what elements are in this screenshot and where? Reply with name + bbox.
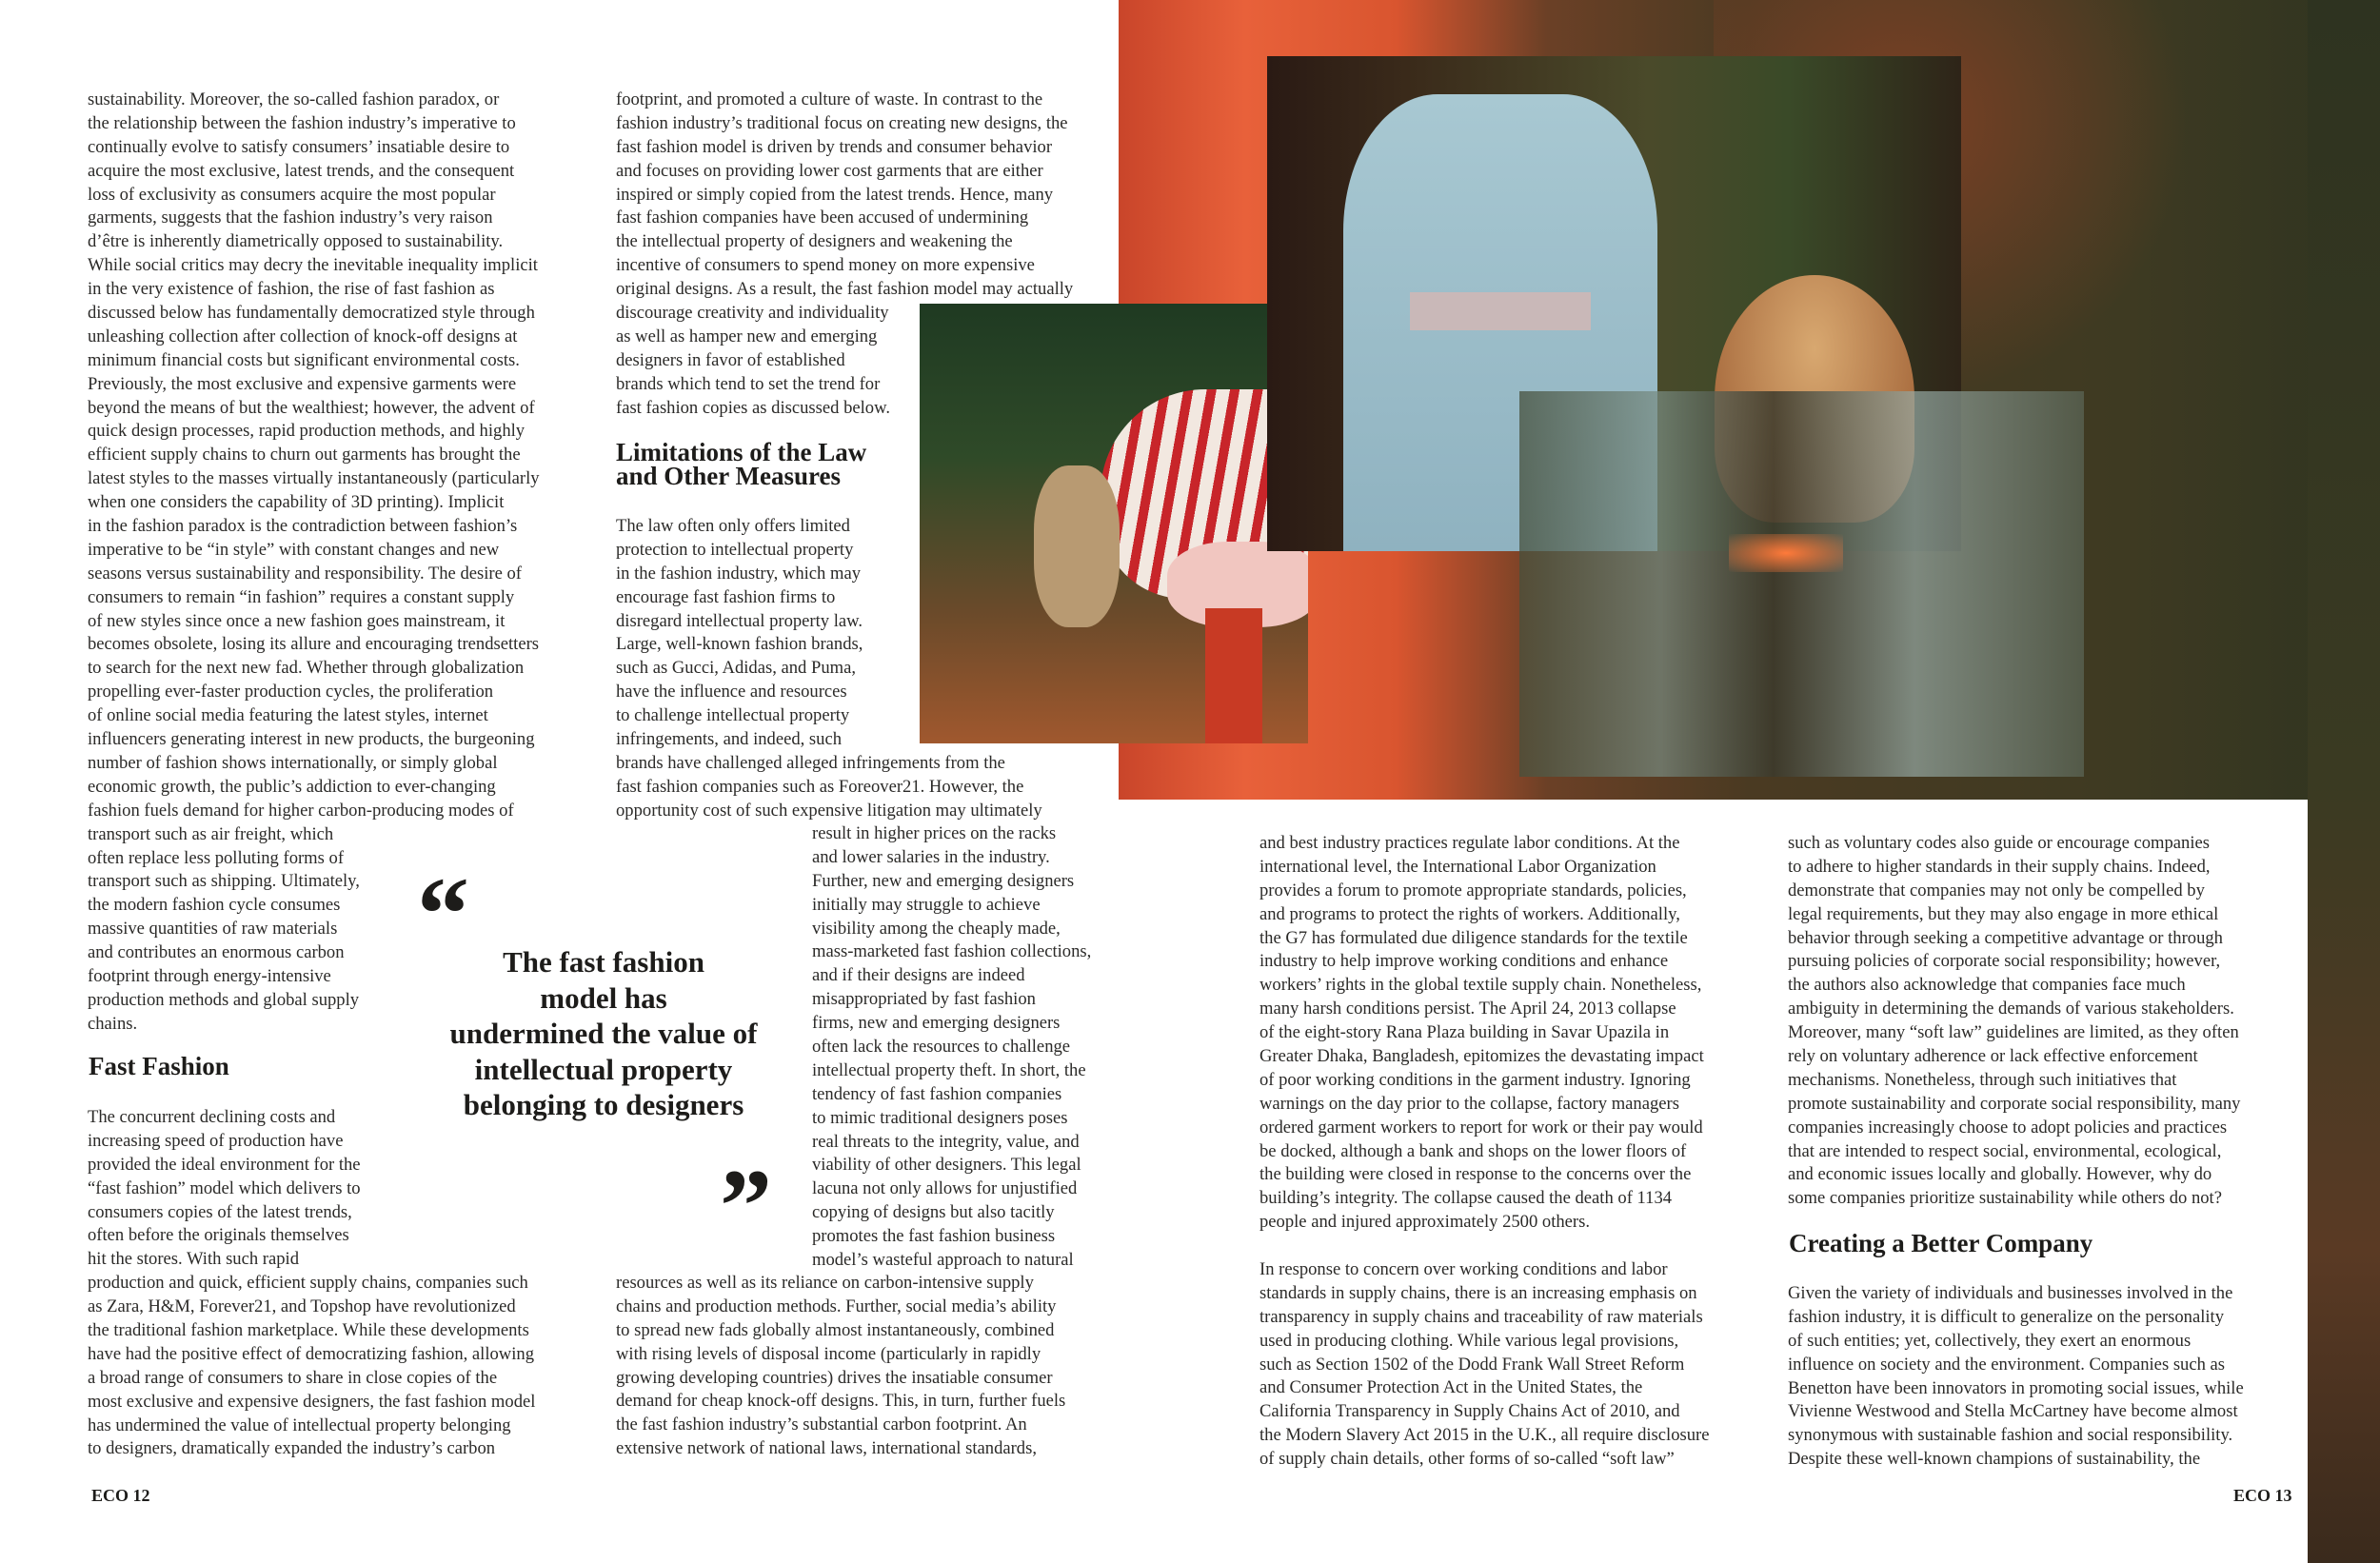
text-line: often lack the resources to challenge: [812, 1037, 1071, 1058]
text-line: to mimic traditional designers poses: [812, 1107, 1068, 1128]
text-line: influencers generating interest in new products, the burgeoning: [88, 729, 535, 750]
heading-limitations-line: and Other Measures: [616, 462, 841, 490]
text-line: have the influence and resources: [616, 682, 847, 702]
text-line: Benetton have been innovators in promoting social issues, while: [1788, 1377, 2244, 1398]
text-line: encourage fast fashion firms to: [616, 586, 836, 607]
text-line: industry to help improve working conditions and enhance: [1259, 951, 1669, 972]
text-line: minimum financial costs but significant environmental costs.: [88, 349, 520, 370]
text-line: when one considers the capability of 3D printing). Implicit: [88, 492, 505, 513]
text-line: many harsh conditions persist. The April 24, 2013 collapse: [1259, 999, 1676, 1019]
window-glow: [1729, 534, 1843, 572]
text-line: the Modern Slavery Act 2015 in the U.K., all require disclosure: [1259, 1425, 1710, 1446]
text-line: pursuing policies of corporate social responsibility; however,: [1788, 951, 2221, 972]
text-line: fast fashion companies such as Foreover21. However, the: [616, 776, 1024, 797]
text-line: acquire the most exclusive, latest trends, and the consequent: [88, 160, 515, 181]
col1-intro-text: [88, 89, 540, 1037]
text-line: lacuna not only allows for unjustified: [812, 1178, 1078, 1199]
text-line: propelling ever-faster production cycles, the proliferation: [88, 682, 494, 702]
text-line: number of fashion shows internationally, or simply global: [88, 752, 498, 773]
text-line: fast fashion companies have been accused of undermining: [616, 208, 1029, 228]
pull-quote: [394, 944, 813, 1123]
text-line: chains.: [88, 1013, 138, 1034]
text-line: production methods and global supply: [88, 989, 360, 1010]
text-line: workers’ rights in the global textile supply chain. Nonetheless,: [1259, 975, 1702, 996]
col1-fast-fashion-text: [88, 1106, 535, 1461]
text-line: of supply chain details, other forms of so-called “soft law”: [1259, 1449, 1675, 1470]
text-line: mechanisms. Nonetheless, through such initiatives that: [1788, 1069, 2177, 1090]
text-line: The law often only offers limited: [616, 516, 850, 536]
text-line: of poor working conditions in the garment industry. Ignoring: [1259, 1069, 1691, 1090]
text-line: initially may struggle to achieve: [812, 894, 1041, 915]
text-line: fashion industry, it is difficult to generalize on the personality: [1788, 1306, 2225, 1327]
text-line: Further, new and emerging designers: [812, 870, 1075, 891]
heading-fast-fashion: Fast Fashion: [89, 1052, 229, 1080]
col4-bottom-text: [1788, 1282, 2244, 1472]
text-line: discussed below has fundamentally democratized style through: [88, 303, 535, 324]
text-line: ordered garment workers to report for work or their pay would: [1259, 1117, 1703, 1138]
text-line: a broad range of consumers to share in close copies of the: [88, 1367, 498, 1388]
text-line: latest styles to the masses virtually instantaneously (particularly: [88, 468, 540, 489]
text-line: sustainability. Moreover, the so-called fashion paradox, or: [88, 89, 500, 109]
text-line: Vivienne Westwood and Stella McCartney have become almost: [1788, 1401, 2238, 1422]
text-line: the fast fashion industry’s substantial carbon footprint. An: [616, 1415, 1027, 1435]
text-line: mass-marketed fast fashion collections,: [812, 941, 1092, 962]
col2-indented-text: [812, 822, 1091, 1273]
text-line: the traditional fashion marketplace. While these developments: [88, 1320, 529, 1341]
col4-top-text: [1788, 832, 2240, 1211]
text-line: increasing speed of production have: [88, 1130, 344, 1151]
text-line: loss of exclusivity as consumers acquire the most popular: [88, 184, 496, 205]
text-line: often before the originals themselves: [88, 1225, 349, 1246]
text-line: building’s integrity. The collapse caused the death of 1134: [1259, 1188, 1673, 1209]
text-line: of new styles since once a new fashion goes mainstream, it: [88, 610, 506, 631]
text-line: infringements, and indeed, such: [616, 729, 843, 750]
text-line: promote sustainability and corporate social responsibility, many: [1788, 1093, 2241, 1114]
text-line: visibility among the cheaply made,: [812, 918, 1061, 939]
collage-right-strip: [2308, 0, 2380, 1563]
text-line: influence on society and the environment. Companies such as: [1788, 1354, 2226, 1375]
text-line: production and quick, efficient supply chains, companies such: [88, 1273, 528, 1294]
text-line: efficient supply chains to churn out garments has brought the: [88, 445, 521, 465]
text-line: quick design processes, rapid production methods, and highly: [88, 421, 526, 442]
text-line: firms, new and emerging designers: [812, 1013, 1061, 1034]
text-line: to adhere to higher standards in their supply chains. Indeed,: [1788, 856, 2211, 877]
text-line: real threats to the integrity, value, and: [812, 1131, 1080, 1152]
text-line: fashion fuels demand for higher carbon-producing modes of: [88, 800, 514, 821]
text-line: While social critics may decry the inevitable inequality implicit: [88, 255, 538, 276]
text-line: provided the ideal environment for the: [88, 1154, 361, 1175]
text-line: transport such as air freight, which: [88, 823, 334, 844]
pull-quote-line: belonging to designers: [463, 1088, 744, 1121]
dress-belt: [1410, 292, 1591, 330]
text-line: transparency in supply chains and traceability of raw materials: [1259, 1306, 1703, 1327]
text-line: some companies prioritize sustainability while others do not?: [1788, 1188, 2222, 1209]
text-line: resources as well as its reliance on carbon-intensive supply: [616, 1273, 1034, 1293]
text-line: legal requirements, but they may also engage in more ethical: [1788, 903, 2219, 924]
text-line: fast fashion copies as discussed below.: [616, 397, 890, 418]
text-line: people and injured approximately 2500 others.: [1259, 1212, 1590, 1233]
text-line: such as Gucci, Adidas, and Puma,: [616, 658, 857, 679]
text-line: inspired or simply copied from the latest trends. Hence, many: [616, 184, 1054, 205]
text-line: garments, suggests that the fashion industry’s very raison: [88, 208, 493, 228]
text-line: “fast fashion” model which delivers to: [88, 1177, 361, 1198]
text-line: tendency of fast fashion companies: [812, 1083, 1062, 1104]
text-line: and Consumer Protection Act in the United States, the: [1259, 1377, 1643, 1398]
text-line: unleashing collection after collection of knock-off designs at: [88, 326, 518, 346]
text-line: as well as hamper new and emerging: [616, 326, 878, 346]
text-line: consumers to remain “in fashion” requires a constant supply: [88, 586, 515, 607]
text-line: misappropriated by fast fashion: [812, 989, 1036, 1010]
text-line: and if their designs are indeed: [812, 965, 1025, 986]
text-line: the building were closed in response to the concerns over the: [1259, 1164, 1692, 1185]
text-line: Given the variety of individuals and businesses involved in the: [1788, 1283, 2233, 1303]
folio-left: ECO 12: [91, 1486, 150, 1505]
pull-quote-line: The fast fashion: [503, 945, 704, 979]
pull-quote-line: undermined the value of: [449, 1017, 758, 1050]
text-line: rely on voluntary adherence or lack effective enforcement: [1788, 1046, 2198, 1067]
text-line: that are intended to respect social, environmental, ecological,: [1788, 1140, 2222, 1161]
text-line: companies increasingly choose to adopt policies and practices: [1788, 1117, 2228, 1138]
text-line: result in higher prices on the racks: [812, 823, 1057, 843]
text-line: and lower salaries in the industry.: [812, 846, 1050, 867]
text-line: massive quantities of raw materials: [88, 919, 338, 940]
text-line: brands which tend to set the trend for: [616, 373, 881, 394]
text-line: behavior through seeking a competitive advantage or through: [1788, 927, 2223, 948]
text-line: opportunity cost of such expensive litigation may ultimately: [616, 800, 1042, 821]
text-line: designers in favor of established: [616, 349, 845, 370]
text-line: viability of other designers. This legal: [812, 1155, 1081, 1176]
text-line: standards in supply chains, there is an increasing emphasis on: [1259, 1282, 1697, 1303]
text-line: such as voluntary codes also guide or encourage companies: [1788, 833, 2211, 853]
text-line: in the very existence of fashion, the rise of fast fashion as: [88, 279, 495, 300]
text-line: Large, well-known fashion brands,: [616, 634, 863, 655]
text-line: protection to intellectual property: [616, 539, 854, 560]
text-line: most exclusive and expensive designers, the fast fashion model: [88, 1391, 536, 1412]
text-line: the G7 has formulated due diligence standards for the textile: [1259, 927, 1688, 948]
text-line: beyond the means of but the wealthiest; however, the advent of: [88, 397, 535, 418]
text-line: and contributes an enormous carbon: [88, 942, 345, 963]
text-line: imperative to be “in style” with constant changes and new: [88, 539, 500, 560]
open-quote-mark: “: [417, 856, 469, 972]
text-line: model’s wasteful approach to natural: [812, 1250, 1074, 1271]
text-line: of the eight-story Rana Plaza building in Savar Upazila in: [1259, 1022, 1670, 1043]
text-line: fast fashion model is driven by trends and consumer behavior: [616, 136, 1053, 157]
text-line: provides a forum to promote appropriate standards, policies,: [1259, 880, 1687, 900]
text-line: In response to concern over working conditions and labor: [1259, 1259, 1668, 1279]
folio-right: ECO 13: [2233, 1486, 2292, 1505]
text-line: have had the positive effect of democratizing fashion, allowing: [88, 1343, 534, 1364]
text-line: in the fashion paradox is the contradiction between fashion’s: [88, 516, 518, 537]
col2-limitations-text: [616, 515, 1042, 823]
text-line: continually evolve to satisfy consumers’ insatiable desire to: [88, 136, 510, 157]
col3-top-text: [1259, 832, 1704, 1235]
text-line: Moreover, many “soft law” guidelines are limited, as they often: [1788, 1022, 2239, 1043]
photo-room-interior: [1519, 391, 2084, 777]
text-line: economic growth, the public’s addiction to ever-changing: [88, 776, 496, 797]
text-line: hit the stores. With such rapid: [88, 1249, 299, 1270]
pull-quote-line: model has: [540, 980, 667, 1015]
text-line: to spread new fads globally almost instantaneously, combined: [616, 1319, 1055, 1340]
text-line: and best industry practices regulate labor conditions. At the: [1259, 833, 1680, 853]
text-line: such as Section 1502 of the Dodd Frank Wall Street Reform: [1259, 1354, 1685, 1375]
col3-bottom-text: [1259, 1258, 1709, 1472]
text-line: synonymous with sustainable fashion and social responsibility.: [1788, 1425, 2233, 1446]
col2-top-text: [616, 89, 1073, 420]
text-line: international level, the International Labor Organization: [1259, 856, 1656, 877]
close-quote-mark: ”: [720, 1148, 772, 1264]
pull-quote-line: intellectual property: [474, 1052, 733, 1086]
text-line: of online social media featuring the latest styles, internet: [88, 705, 488, 726]
text-line: in the fashion industry, which may: [616, 563, 861, 584]
text-line: original designs. As a result, the fast fashion model may actually: [616, 279, 1074, 300]
text-line: consumers copies of the latest trends,: [88, 1201, 352, 1222]
text-line: disregard intellectual property law.: [616, 610, 863, 631]
text-line: Previously, the most exclusive and expensive garments were: [88, 373, 517, 394]
text-line: the authors also acknowledge that companies face much: [1788, 975, 2186, 996]
text-line: used in producing clothing. While various legal provisions,: [1259, 1330, 1679, 1351]
text-line: growing developing countries) drives the insatiable consumer: [616, 1367, 1053, 1388]
text-line: d’être is inherently diametrically opposed to sustainability.: [88, 231, 504, 252]
text-line: copying of designs but also tacitly: [812, 1202, 1055, 1223]
text-line: and economic issues locally and globally. However, why do: [1788, 1164, 2212, 1185]
heading-limitations: [616, 438, 867, 490]
legs-shape: [1205, 608, 1262, 743]
text-line: seasons versus sustainability and responsibility. The desire of: [88, 563, 522, 584]
text-line: discourage creativity and individuality: [616, 303, 889, 324]
text-line: becomes obsolete, losing its allure and encouraging trendsetters: [88, 634, 540, 655]
text-line: the intellectual property of designers and weakening the: [616, 231, 1013, 252]
text-line: incentive of consumers to spend money on more expensive: [616, 255, 1035, 276]
text-line: be docked, although a bank and shops on the lower floors of: [1259, 1140, 1687, 1161]
text-line: to search for the next new fad. Whether through globalization: [88, 658, 525, 679]
text-line: of such entities; yet, collectively, they exert an enormous: [1788, 1330, 2192, 1351]
text-line: the modern fashion cycle consumes: [88, 895, 341, 916]
text-line: California Transparency in Supply Chains Act of 2010, and: [1259, 1401, 1680, 1422]
text-line: as Zara, H&M, Forever21, and Topshop have revolutionized: [88, 1296, 516, 1317]
text-line: the relationship between the fashion industry’s imperative to: [88, 112, 516, 133]
text-line: chains and production methods. Further, social media’s ability: [616, 1296, 1057, 1316]
text-line: demand for cheap knock-off designs. This, in turn, further fuels: [616, 1391, 1066, 1412]
text-line: transport such as shipping. Ultimately,: [88, 871, 360, 892]
text-line: has undermined the value of intellectual property belonging: [88, 1415, 511, 1435]
text-line: warnings on the day prior to the collapse, factory managers: [1259, 1093, 1679, 1114]
heading-limitations-line: Limitations of the Law: [616, 438, 867, 466]
text-line: intellectual property theft. In short, the: [812, 1059, 1086, 1080]
text-line: and focuses on providing lower cost garments that are either: [616, 160, 1043, 181]
col2-bottom-text: [616, 1272, 1065, 1461]
text-line: ambiguity in determining the demands of various stakeholders.: [1788, 999, 2234, 1019]
text-line: to designers, dramatically expanded the industry’s carbon: [88, 1438, 496, 1459]
text-line: often replace less polluting forms of: [88, 847, 345, 868]
text-line: and programs to protect the rights of workers. Additionally,: [1259, 903, 1680, 924]
text-line: brands have challenged alleged infringements from the: [616, 752, 1005, 773]
text-line: to challenge intellectual property: [616, 705, 850, 726]
text-line: demonstrate that companies may not only be compelled by: [1788, 880, 2205, 900]
heading-creating-better-company: Creating a Better Company: [1789, 1229, 2093, 1257]
text-line: footprint, and promoted a culture of waste. In contrast to the: [616, 89, 1043, 109]
text-line: with rising levels of disposal income (particularly in rapidly: [616, 1343, 1041, 1364]
text-line: fashion industry’s traditional focus on creating new designs, the: [616, 112, 1068, 133]
text-line: Greater Dhaka, Bangladesh, epitomizes the devastating impact: [1259, 1046, 1704, 1067]
text-line: footprint through energy-intensive: [88, 965, 331, 986]
text-line: promotes the fast fashion business: [812, 1226, 1056, 1247]
text-line: extensive network of national laws, international standards,: [616, 1438, 1037, 1459]
hair-shape: [1034, 465, 1120, 627]
text-line: The concurrent declining costs and: [88, 1107, 336, 1127]
text-line: Despite these well-known champions of sustainability, the: [1788, 1449, 2201, 1470]
